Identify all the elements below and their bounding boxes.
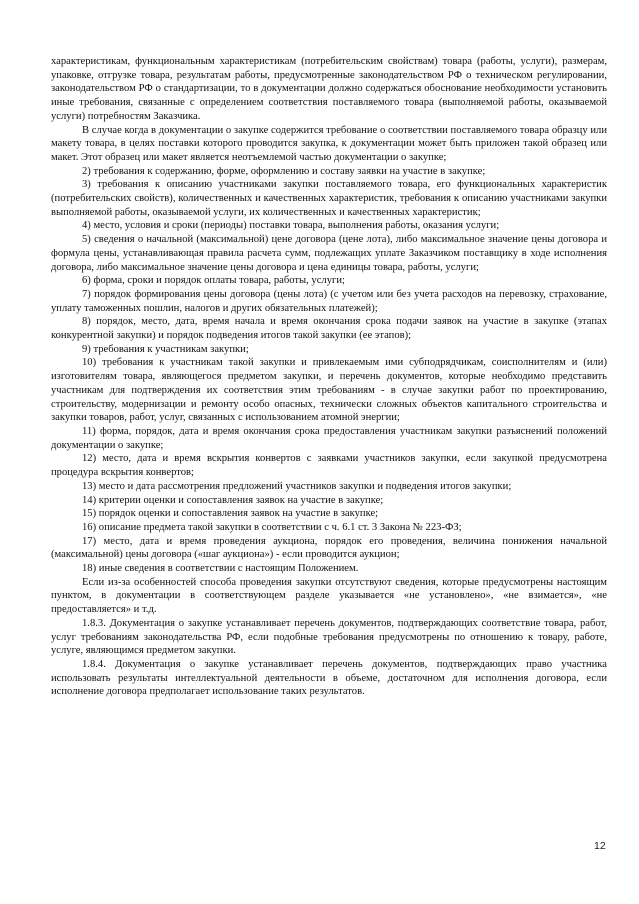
list-item-17: 17) место, дата и время проведения аукциона, порядок его проведения, величина понижения начальной (максимальной) цены договора («шаг аукциона») - если проводится аукцион; — [51, 535, 607, 561]
list-item-18: 18) иные сведения в соответствии с настоящим Положением. — [82, 563, 359, 575]
list-item-11: 11) форма, порядок, дата и время окончания срока предоставления участникам закупки разъяснений положений документации о закупке; — [51, 425, 607, 451]
list-item-9: 9) требования к участникам закупки; — [82, 343, 249, 355]
list-item-16: 16) описание предмета такой закупки в соответствии с ч. 6.1 ст. 3 Закона № 223-ФЗ; — [82, 521, 462, 533]
list-item-8: 8) порядок, место, дата, время начала и время окончания срока подачи заявок на участие в закупке (этапах конкурентной закупки) и порядок подведения итогов такой закупки (ее этапов); — [51, 316, 607, 342]
list-item-5: 5) сведения о начальной (максимальной) цене договора (цене лота), либо максимальное значение цены договора и формула цены, устанавливающая правила расчета сумм, подлежащих уплате Заказчиком поставщику в ходе исполнения договора, либо максимальное значение цены договора и цена единицы товара, работы, услуги; — [51, 234, 607, 273]
list-item-13: 13) место и дата рассмотрения предложений участников закупки и подведения итогов закупки; — [82, 480, 512, 492]
paragraph-continuation: характеристикам, функциональным характеристикам (потребительским свойствам) товара (работы, услуги), размерам, упаковке, отгрузке товара, результатам работы, предусмотренные законодательством РФ о техническом регулировании, законодательством РФ о стандартизации, то в документации должно содержаться обоснование необходимости установить иные требования, связанные с определением соответствия поставляемого товара (выполняемой работы, оказываемой услуги) потребностям Заказчика. — [51, 56, 607, 122]
list-item-15: 15) порядок оценки и сопоставления заявок на участие в закупке; — [82, 508, 379, 520]
section-1-8-4: 1.8.4. Документация о закупке устанавливает перечень документов, подтверждающих право участника использовать результаты интеллектуальной деятельности в объеме, достаточном для исполнения договора, если исполнение договора предполагает использование таких результатов. — [51, 658, 607, 698]
page-number: 12 — [594, 840, 606, 852]
paragraph-missing-info: Если из-за особенностей способа проведения закупки отсутствуют сведения, которые предусмотрены настоящим пунктом, в документации в соответствующем разделе указывается «не установлено», «не взимается», «не предоставляется» и т.д. — [51, 576, 607, 616]
list-item-7: 7) порядок формирования цены договора (цены лота) (с учетом или без учета расходов на перевозку, страхование, уплату таможенных пошлин, налогов и других обязательных платежей); — [51, 288, 607, 314]
list-item-12: 12) место, дата и время вскрытия конвертов с заявками участников закупки, если закупкой предусмотрена процедура вскрытия конвертов; — [51, 453, 607, 479]
section-1-8-3: 1.8.3. Документация о закупке устанавливает перечень документов, подтверждающих соответствие товара, работ, услуг требованиям законодательства РФ, если подобные требования предусмотрены по отношению к товару, работе, услуге, являющимся предметом закупки. — [51, 617, 607, 657]
list-item-6: 6) форма, сроки и порядок оплаты товара, работы, услуги; — [82, 275, 345, 287]
list-item-2: 2) требования к содержанию, форме, оформлению и составу заявки на участие в закупке; — [82, 165, 486, 177]
paragraph-sample-clause: В случае когда в документации о закупке содержится требование о соответствии поставляемого товара образцу или макету товара, в целях поставки которого проводится закупка, к документации может быть приложен такой образец или макет. Этот образец или макет является неотъемлемой частью документации о закупке; — [51, 124, 607, 163]
list-item-14: 14) критерии оценки и сопоставления заявок на участие в закупке; — [82, 494, 384, 506]
list-item-10: 10) требования к участникам такой закупки и привлекаемым ими субподрядчикам, соисполнителям и (или) изготовителям товара, являющегося предметом закупки, и перечень документов, которые необходимо представить участникам для подтверждения их соответствия этим требованиям - в случае закупки работ по проектированию, строительству, модернизации и ремонту особо опасных, технически сложных объектов капитального строительства и закупки товаров, работ, услуг, связанных с использованием атомной энергии; — [51, 357, 607, 424]
list-item-4: 4) место, условия и сроки (периоды) поставки товара, выполнения работы, оказания услуги; — [82, 220, 500, 232]
list-item-3: 3) требования к описанию участниками закупки поставляемого товара, его функциональных характеристик (потребительских свойств), количественных и качественных характеристик, требования к описанию участниками закупки выполняемой работы, оказываемой услуги, их количественных и качественных характеристик; — [51, 179, 607, 218]
document-body — [51, 55, 607, 699]
